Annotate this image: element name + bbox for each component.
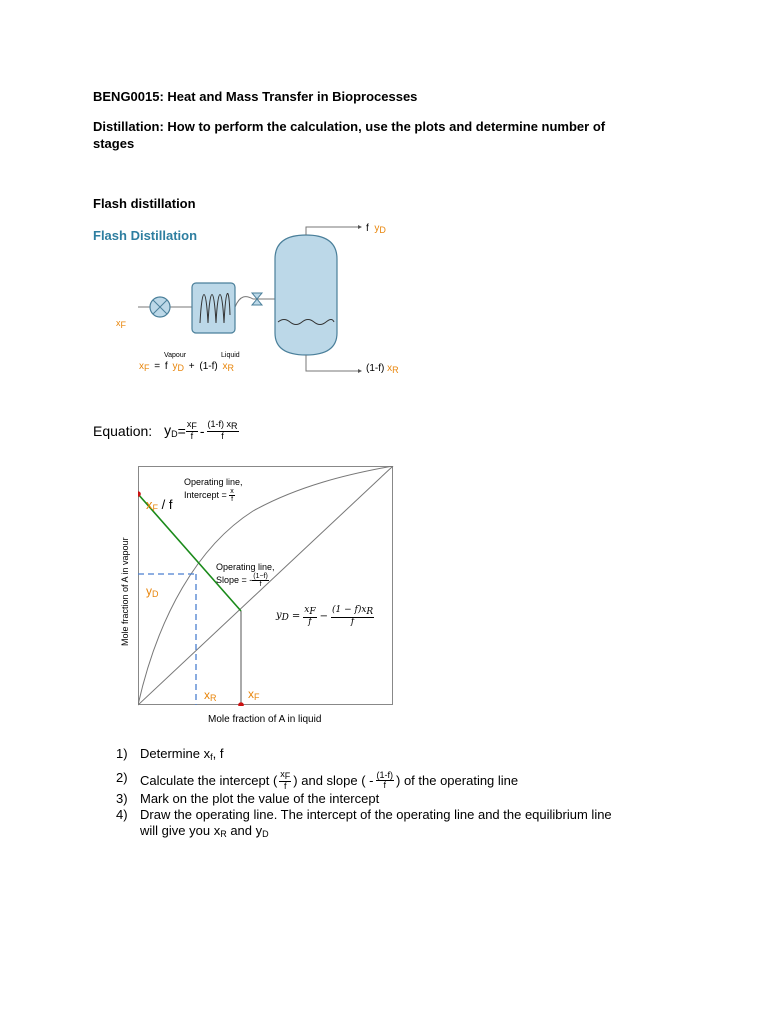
- flash-vessel-icon: [275, 235, 337, 355]
- x-axis-label: Mole fraction of A in liquid: [208, 714, 322, 725]
- list-item: 4) Draw the operating line. The intercept of the operating line and the equilibrium line will give you $x_R$ and $y_D$: [116, 807, 612, 839]
- xf-over-f-label: $x_F$ / f: [146, 497, 173, 513]
- liquid-outlet-pipe: [306, 355, 358, 371]
- yd-label: $y_D$: [146, 584, 159, 599]
- y-axis-label: Mole fraction of A in vapour: [120, 537, 130, 646]
- subtitle-line-2: stages: [93, 136, 135, 151]
- slope-annotation: Operating line, Slope = - $\frac{(1-f)}{f}$: [216, 562, 275, 588]
- equation: Equation: $y_D$ = $\frac{x_F}{f}$ - $\frac{(1-f) x_R}{f}$: [93, 419, 238, 441]
- vapour-stream-label: f $y_D$: [366, 223, 386, 235]
- feed-label: $x_F$: [116, 318, 126, 330]
- steps-list: [116, 746, 676, 842]
- list-item: 1) Determine $x_f$, f: [116, 746, 224, 762]
- xf-label: $x_F$: [248, 687, 260, 702]
- heater-icon: [192, 283, 235, 333]
- diagram-title: Flash Distillation: [93, 228, 198, 243]
- section-heading: Flash distillation: [93, 196, 196, 211]
- xr-label: $x_R$: [204, 688, 217, 703]
- liquid-stream-label: (1-f) $x_R$: [366, 363, 399, 375]
- mass-balance: $x_F = f$ $y_D + (1-f)$ $x_R$: [139, 361, 234, 373]
- liquid-label: Liquid: [221, 352, 240, 359]
- subtitle-line-1: Distillation: How to perform the calculation, use the plots and determine number of: [93, 119, 606, 134]
- list-item: 2) Calculate the intercept ( $\frac{x_F}{f}$ ) and slope ( - $\frac{(1-f)}{f}$ ) of the operating line: [116, 769, 519, 791]
- intercept-annotation: Operating line, Intercept = $\frac{x}{f}$: [184, 477, 243, 503]
- equation-label: Equation:: [93, 422, 153, 439]
- course-title: BENG0015: Heat and Mass Transfer in Bioprocesses: [93, 89, 418, 104]
- list-item: 3) Mark on the plot the value of the intercept: [116, 791, 380, 806]
- plot-formula: $y_D$ = $\frac{x_F}{f}$ − $\frac{(1 - f)x_R}{f}$: [276, 605, 374, 627]
- vapour-outlet-pipe: [306, 227, 358, 235]
- vapour-label: Vapour: [164, 352, 187, 359]
